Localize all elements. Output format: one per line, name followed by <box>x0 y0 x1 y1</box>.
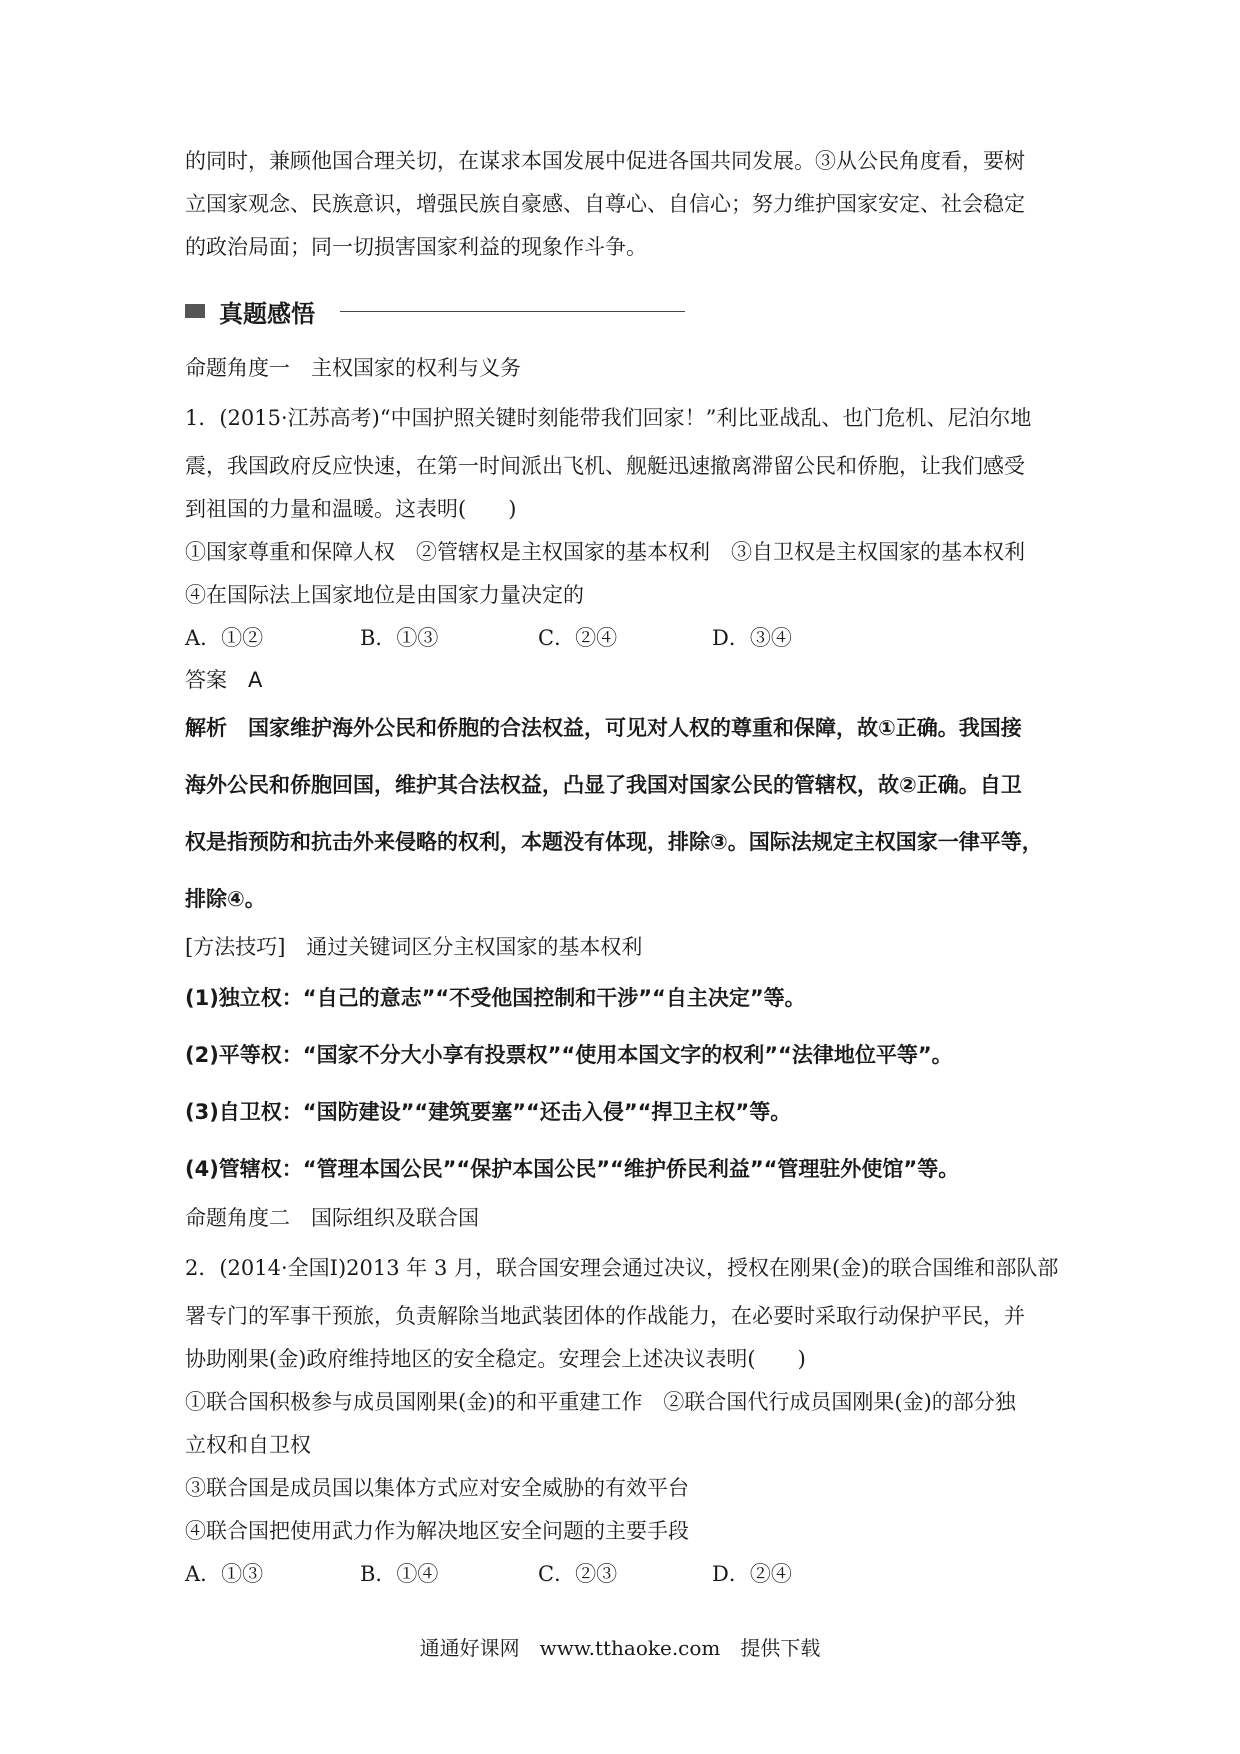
q2-option-d: D．②④ <box>712 1562 792 1586</box>
section-title: 真题感悟 <box>219 299 315 328</box>
q2-statement-1b: 立权和自卫权 <box>185 1433 311 1457</box>
q2-line-2: 署专门的军事干预旅，负责解除当地武装团体的作战能力，在必要时采取行动保护平民，并 <box>185 1304 1025 1328</box>
q1-statements-line-1: ①国家尊重和保障人权 ②管辖权是主权国家的基本权利 ③自卫权是主权国家的基本权利 <box>185 540 1025 564</box>
q2-line-3: 协助刚果(金)政府维持地区的安全稳定。安理会上述决议表明( ) <box>185 1347 806 1371</box>
q2-option-b: B．①④ <box>360 1562 439 1586</box>
q1-option-d: D．③④ <box>712 626 792 650</box>
q1-option-c: C．②④ <box>538 626 618 650</box>
section-header <box>185 293 315 329</box>
q1-option-a: A．①② <box>185 626 264 650</box>
intro-line-3: 的政治局面；同一切损害国家利益的现象作斗争。 <box>185 235 647 259</box>
method-item-4: (4)管辖权：“管理本国公民”“保护本国公民”“维护侨民利益”“管理驻外使馆”等。 <box>185 1157 960 1181</box>
intro-line-1: 的同时，兼顾他国合理关切，在谋求本国发展中促进各国共同发展。③从公民角度看，要树 <box>185 149 1025 173</box>
intro-line-2: 立国家观念、民族意识，增强民族自豪感、自尊心、自信心；努力维护国家安定、社会稳定 <box>185 192 1025 216</box>
q1-statements-line-2: ④在国际法上国家地位是由国家力量决定的 <box>185 583 584 607</box>
method-item-1: (1)独立权：“自己的意志”“不受他国控制和干涉”“自主决定”等。 <box>185 986 806 1010</box>
angle-2-heading: 命题角度二 国际组织及联合国 <box>185 1206 479 1230</box>
method-title: [方法技巧] 通过关键词区分主权国家的基本权利 <box>185 935 643 959</box>
footer-credit: 通通好课网 www.tthaoke.com 提供下载 <box>419 1636 821 1660</box>
q2-option-a: A．①③ <box>185 1562 264 1586</box>
q1-analysis-line-2: 海外公民和侨胞回国，维护其合法权益，凸显了我国对国家公民的管辖权，故②正确。自卫 <box>185 773 1022 797</box>
q1-answer: 答案 A <box>185 668 263 692</box>
q1-line-2: 震，我国政府反应快速，在第一时间派出飞机、舰艇迅速撤离滞留公民和侨胞，让我们感受 <box>185 454 1025 478</box>
q1-analysis-line-1: 解析 国家维护海外公民和侨胞的合法权益，可见对人权的尊重和保障，故①正确。我国接 <box>185 716 1022 740</box>
q2-statement-4: ④联合国把使用武力作为解决地区安全问题的主要手段 <box>185 1519 689 1543</box>
q1-analysis-line-3: 权是指预防和抗击外来侵略的权利，本题没有体现，排除③。国际法规定主权国家一律平等， <box>185 830 1043 854</box>
q2-line-1: 2．(2014·全国Ⅰ)2013 年 3 月，联合国安理会通过决议，授权在刚果(金)的联合国维和部队部 <box>185 1256 1059 1280</box>
q2-statement-1a: ①联合国积极参与成员国刚果(金)的和平重建工作 ②联合国代行成员国刚果(金)的部分独 <box>185 1390 1016 1414</box>
angle-1-heading: 命题角度一 主权国家的权利与义务 <box>185 356 521 380</box>
method-item-2: (2)平等权：“国家不分大小享有投票权”“使用本国文字的权利”“法律地位平等”。 <box>185 1043 953 1067</box>
q2-statement-3: ③联合国是成员国以集体方式应对安全威胁的有效平台 <box>185 1476 689 1500</box>
section-square-icon <box>185 304 205 318</box>
q2-option-c: C．②③ <box>538 1562 618 1586</box>
q1-analysis-line-4: 排除④。 <box>185 887 266 911</box>
q1-line-3: 到祖国的力量和温暖。这表明( ) <box>185 497 517 521</box>
section-rule <box>340 311 685 312</box>
method-item-3: (3)自卫权：“国防建设”“建筑要塞”“还击入侵”“捍卫主权”等。 <box>185 1100 792 1124</box>
q1-line-1: 1．(2015·江苏高考)“中国护照关键时刻能带我们回家！”利比亚战乱、也门危机、尼泊尔地 <box>185 406 1032 430</box>
q1-option-b: B．①③ <box>360 626 439 650</box>
